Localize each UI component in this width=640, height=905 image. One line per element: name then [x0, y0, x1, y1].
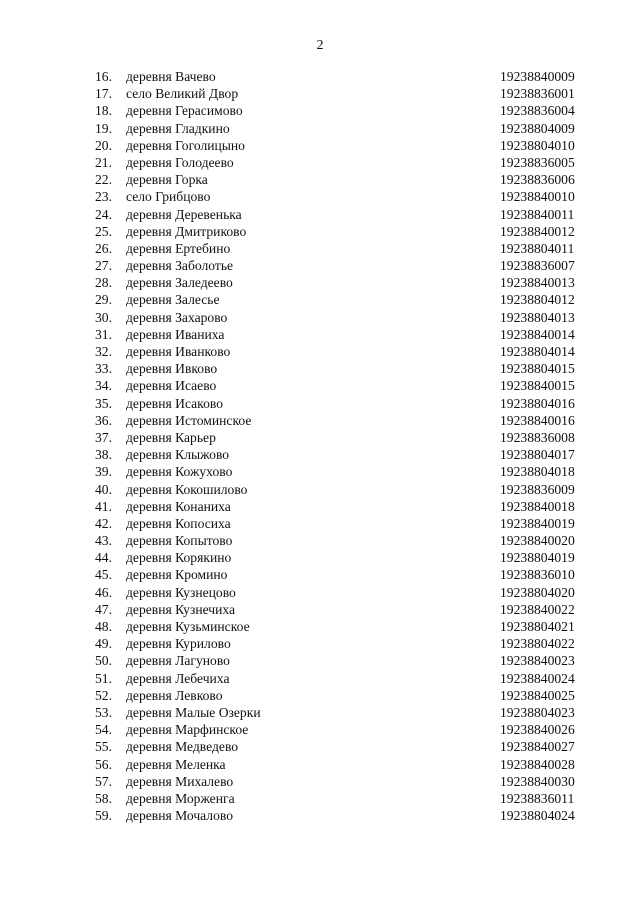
list-item	[0, 154, 640, 171]
item-number: 54.	[95, 722, 112, 738]
item-number: 43.	[95, 533, 112, 549]
settlement-code: 19238836004	[500, 103, 575, 119]
list-item	[0, 515, 640, 532]
item-number: 48.	[95, 619, 112, 634]
settlement-name: деревня Лебечиха	[126, 670, 230, 686]
list-item	[0, 446, 640, 463]
list-item	[0, 85, 640, 102]
item-number: 49.	[95, 636, 112, 652]
item-number: 28.	[95, 275, 112, 291]
settlement-code: 19238840016	[500, 412, 575, 428]
settlement-code: 19238836006	[500, 172, 575, 188]
list-item	[0, 291, 640, 308]
settlement-name: деревня Голодеево	[126, 154, 234, 170]
list-item	[0, 481, 640, 498]
settlement-code: 19238836009	[500, 481, 575, 497]
item-number: 40.	[95, 481, 112, 497]
item-number: 29.	[95, 292, 112, 308]
settlement-name: деревня Лагуново	[126, 653, 230, 669]
item-number: 39.	[95, 464, 112, 480]
item-number: 19.	[95, 120, 112, 136]
settlement-name: деревня Медведево	[126, 739, 239, 755]
list-item	[0, 566, 640, 583]
item-number: 58.	[95, 790, 112, 806]
settlement-name: деревня Клыжово	[126, 447, 230, 463]
settlement-code: 19238840011	[500, 206, 575, 222]
list-item	[0, 188, 640, 205]
settlement-code: 19238804011	[500, 240, 575, 256]
settlement-name: деревня Гладкино	[126, 120, 230, 136]
list-item	[0, 601, 640, 618]
settlement-code: 19238836001	[500, 86, 575, 102]
settlement-code: 19238840025	[500, 687, 575, 703]
item-number: 57.	[95, 773, 112, 789]
settlement-name: деревня Иваниха	[126, 326, 225, 342]
settlement-name: деревня Копытово	[126, 533, 233, 549]
settlement-name: село Великий Двор	[126, 86, 239, 102]
settlement-name: деревня Кромино	[126, 567, 228, 583]
settlement-name: деревня Карьер	[126, 429, 216, 445]
item-number: 38.	[95, 447, 112, 463]
settlement-name: деревня Исаево	[126, 378, 217, 394]
item-number: 59.	[95, 808, 112, 824]
list-item	[0, 257, 640, 274]
list-item	[0, 584, 640, 601]
settlement-name: деревня Гоголицыно	[126, 137, 245, 153]
settlement-code: 19238804018	[500, 464, 575, 480]
settlement-list	[0, 68, 640, 824]
settlement-name: село Грибцово	[126, 189, 211, 205]
settlement-code: 19238804010	[500, 137, 575, 153]
settlement-code: 19238804022	[500, 636, 575, 652]
settlement-code: 19238840009	[500, 69, 575, 84]
list-item	[0, 670, 640, 687]
settlement-name: деревня Корякино	[126, 550, 232, 566]
settlement-name: деревня Ивково	[126, 361, 218, 377]
settlement-name: деревня Кузьминское	[126, 619, 250, 634]
settlement-code: 19238840018	[500, 498, 575, 514]
settlement-code: 19238840019	[500, 515, 575, 531]
settlement-name: деревня Деревенька	[126, 206, 242, 222]
item-number: 18.	[95, 103, 112, 119]
settlement-code: 19238840010	[500, 189, 575, 205]
list-item	[0, 498, 640, 515]
list-item	[0, 721, 640, 738]
settlement-name: деревня Горка	[126, 172, 208, 188]
settlement-name: деревня Мочалово	[126, 808, 234, 824]
settlement-code: 19238804024	[500, 808, 575, 824]
settlement-name: деревня Заболотье	[126, 258, 234, 274]
settlement-code: 19238804017	[500, 447, 575, 463]
item-number: 35.	[95, 395, 112, 411]
item-number: 23.	[95, 189, 112, 205]
list-item	[0, 463, 640, 480]
settlement-code: 19238840014	[500, 326, 575, 342]
settlement-name: деревня Вачево	[126, 69, 216, 84]
list-item	[0, 773, 640, 790]
settlement-code: 19238804014	[500, 344, 575, 359]
settlement-code: 19238840023	[500, 653, 575, 669]
item-number: 56.	[95, 756, 112, 772]
settlement-name: деревня Меленка	[126, 756, 226, 772]
settlement-code: 19238840022	[500, 601, 575, 617]
settlement-name: деревня Дмитриково	[126, 223, 247, 239]
list-item	[0, 171, 640, 188]
settlement-code: 19238840020	[500, 533, 575, 549]
item-number: 25.	[95, 223, 112, 239]
settlement-name: деревня Исаково	[126, 395, 224, 411]
settlement-code: 19238836008	[500, 429, 575, 445]
settlement-code: 19238836010	[500, 567, 575, 583]
settlement-code: 19238840024	[500, 670, 575, 686]
settlement-code: 19238836007	[500, 258, 575, 274]
item-number: 52.	[95, 687, 112, 703]
list-item	[0, 343, 640, 360]
settlement-name: деревня Марфинское	[126, 722, 249, 738]
list-item	[0, 309, 640, 326]
list-item	[0, 240, 640, 257]
item-number: 26.	[95, 240, 112, 256]
settlement-name: деревня Захарово	[126, 309, 228, 325]
settlement-name: деревня Левково	[126, 687, 223, 703]
settlement-name: деревня Кокошилово	[126, 481, 248, 497]
item-number: 32.	[95, 344, 112, 359]
list-item	[0, 206, 640, 223]
settlement-name: деревня Ертебино	[126, 240, 231, 256]
item-number: 46.	[95, 584, 112, 600]
list-item	[0, 429, 640, 446]
settlement-name: деревня Курилово	[126, 636, 231, 652]
settlement-code: 19238804021	[500, 619, 575, 634]
settlement-code: 19238804009	[500, 120, 575, 136]
settlement-name: деревня Кузнечиха	[126, 601, 236, 617]
item-number: 31.	[95, 326, 112, 342]
settlement-code: 19238804019	[500, 550, 575, 566]
list-item	[0, 738, 640, 755]
settlement-code: 19238840015	[500, 378, 575, 394]
settlement-name: деревня Михалево	[126, 773, 234, 789]
list-item	[0, 790, 640, 807]
settlement-code: 19238840026	[500, 722, 575, 738]
settlement-name: деревня Заледеево	[126, 275, 233, 291]
item-number: 55.	[95, 739, 112, 755]
settlement-code: 19238840013	[500, 275, 575, 291]
item-number: 24.	[95, 206, 112, 222]
settlement-name: деревня Залесье	[126, 292, 220, 308]
list-item	[0, 807, 640, 824]
list-item	[0, 635, 640, 652]
item-number: 34.	[95, 378, 112, 394]
list-item	[0, 618, 640, 635]
list-item	[0, 120, 640, 137]
list-item	[0, 532, 640, 549]
list-item	[0, 377, 640, 394]
list-item	[0, 274, 640, 291]
list-item	[0, 360, 640, 377]
settlement-name: деревня Копосиха	[126, 515, 231, 531]
item-number: 53.	[95, 704, 112, 720]
item-number: 41.	[95, 498, 112, 514]
item-number: 17.	[95, 86, 112, 102]
list-item	[0, 68, 640, 85]
item-number: 51.	[95, 670, 112, 686]
item-number: 44.	[95, 550, 112, 566]
settlement-name: деревня Герасимово	[126, 103, 243, 119]
settlement-code: 19238836011	[500, 790, 575, 806]
item-number: 47.	[95, 601, 112, 617]
list-item	[0, 687, 640, 704]
page-number: 2	[316, 38, 324, 53]
item-number: 27.	[95, 258, 112, 274]
settlement-name: деревня Морженга	[126, 790, 235, 806]
item-number: 50.	[95, 653, 112, 669]
list-item	[0, 704, 640, 721]
settlement-name: деревня Малые Озерки	[126, 704, 261, 720]
settlement-name: деревня Истоминское	[126, 412, 252, 428]
settlement-name: деревня Кожухово	[126, 464, 233, 480]
item-number: 45.	[95, 567, 112, 583]
list-item	[0, 549, 640, 566]
settlement-code: 19238840027	[500, 739, 575, 755]
settlement-name: деревня Кузнецово	[126, 584, 236, 600]
settlement-code: 19238804012	[500, 292, 575, 308]
settlement-name: деревня Конаниха	[126, 498, 231, 514]
settlement-code: 19238840030	[500, 773, 575, 789]
list-item	[0, 412, 640, 429]
list-item	[0, 326, 640, 343]
item-number: 20.	[95, 137, 112, 153]
list-item	[0, 395, 640, 412]
settlement-code: 19238836005	[500, 154, 575, 170]
list-item	[0, 102, 640, 119]
item-number: 42.	[95, 515, 112, 531]
settlement-code: 19238840028	[500, 756, 575, 772]
settlement-code: 19238804023	[500, 704, 575, 720]
settlement-code: 19238804013	[500, 309, 575, 325]
list-item	[0, 652, 640, 669]
settlement-code: 19238804015	[500, 361, 575, 377]
item-number: 37.	[95, 429, 112, 445]
settlement-code: 19238804016	[500, 395, 575, 411]
settlement-code: 19238804020	[500, 584, 575, 600]
item-number: 30.	[95, 309, 112, 325]
list-item	[0, 137, 640, 154]
item-number: 36.	[95, 412, 112, 428]
settlement-code: 19238840012	[500, 223, 575, 239]
item-number: 33.	[95, 361, 112, 377]
list-item	[0, 756, 640, 773]
settlement-name: деревня Иванково	[126, 344, 231, 359]
item-number: 21.	[95, 154, 112, 170]
item-number: 16.	[95, 69, 112, 84]
list-item	[0, 223, 640, 240]
item-number: 22.	[95, 172, 112, 188]
